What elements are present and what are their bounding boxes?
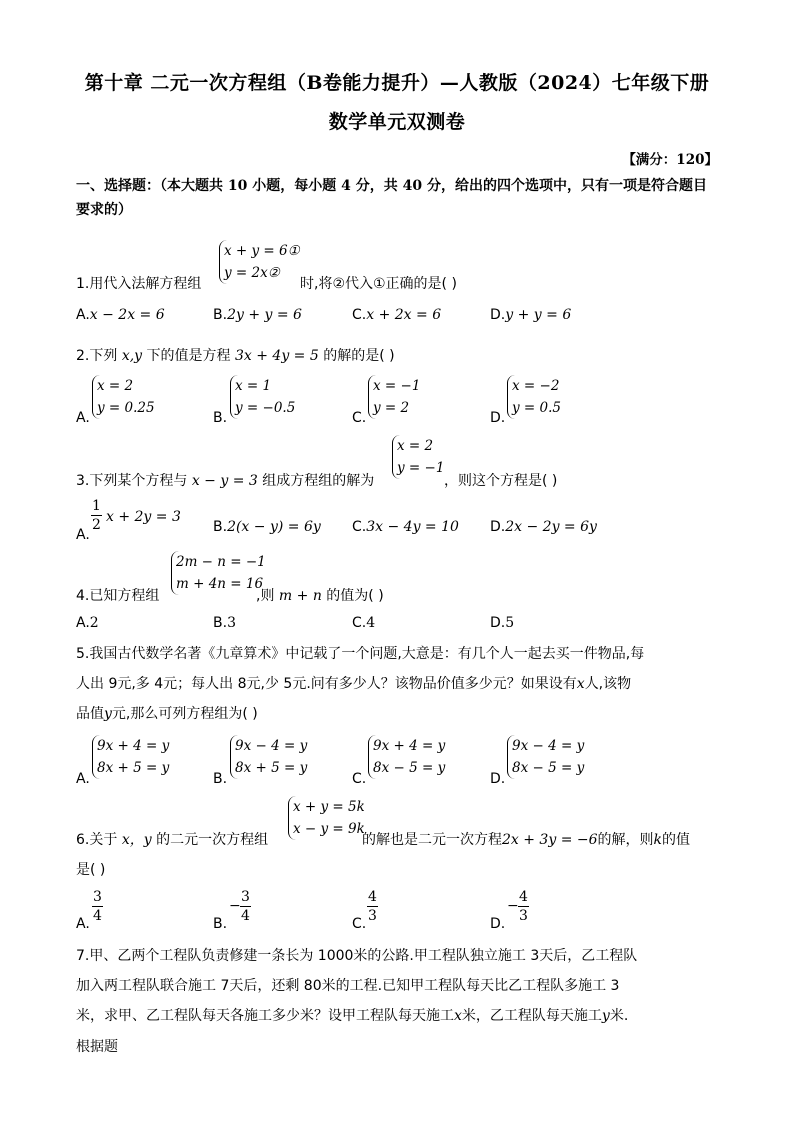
q6-equation-system <box>288 796 365 840</box>
q2-option-c-label: C. <box>352 410 367 426</box>
q3-option-d[interactable] <box>490 519 597 535</box>
q3-stem-a-text: 3.下列某个方程与 <box>76 473 188 489</box>
q5-line3-a: 品值 <box>76 706 104 722</box>
q7-line3 <box>76 1005 628 1025</box>
q4-stem-after: 的值为( ) <box>326 588 384 604</box>
q3-stem-c: ，则这个方程是( ) <box>444 473 558 489</box>
q6-option-b-label: B. <box>213 916 228 932</box>
q1-option-d[interactable] <box>490 307 571 323</box>
q5-option-b-system <box>230 735 307 779</box>
q6-option-d-sign <box>507 898 519 914</box>
q6-option-d[interactable] <box>490 916 505 932</box>
q6-option-c-den: 3 <box>368 908 377 924</box>
q6-option-b-sign <box>229 898 241 914</box>
q2-option-d[interactable] <box>490 410 505 426</box>
q6-var-k: k <box>653 832 663 848</box>
q1-option-c-label: C. <box>352 307 367 323</box>
q2-option-c[interactable] <box>352 410 366 426</box>
section-heading-choice: 一、选择题：（本大题共 10 小题，每小题 4 分，共 40 分，给出的四个选项中，只有一项是符合题目要求的） <box>76 178 707 218</box>
q1-option-b-expr: 2y + y = 6 <box>227 307 302 323</box>
q2-stem-c: 的解的是( ) <box>323 348 395 364</box>
q2-option-b-eq2: y = −0.5 <box>235 400 296 416</box>
q6-equation: 2x + 3y = −6 <box>502 832 598 848</box>
q5-line1: 5.我国古代数学名著《九章算术》中记载了一个问题,大意是：有几个人一起去买一件物品,每 <box>76 646 645 662</box>
q6-option-a[interactable] <box>76 916 90 932</box>
q4-system-eq1: 2m − n = −1 <box>176 554 266 570</box>
q2-option-a-system <box>92 375 155 419</box>
q1-option-c[interactable] <box>352 307 441 323</box>
q5-line2-end: 人,该物 <box>584 676 632 692</box>
q2-option-b[interactable] <box>213 410 227 426</box>
q6-option-a-num: 3 <box>93 889 102 905</box>
q1-stem-start: 1.用代入法解方程组 <box>76 276 202 292</box>
q2-option-d-eq1: x = −2 <box>512 378 560 394</box>
q6-option-b-den: 4 <box>241 908 250 924</box>
q3-option-d-expr: 2x − 2y = 6y <box>505 519 597 535</box>
q3-option-a-rest <box>106 509 181 525</box>
q2-option-a-eq2: y = 0.25 <box>97 400 155 416</box>
q3-option-a-label: A. <box>76 527 90 543</box>
exam-title-line1: 第十章 二元一次方程组（B卷能力提升）—人教版（2024）七年级下册 <box>84 72 710 94</box>
q6-option-d-minus: − <box>507 898 519 914</box>
q7-line1: 7.甲、乙两个工程队负责修建一条长为 1000米的公路.甲工程队独立施工 3天后，乙工程队 <box>76 948 638 964</box>
q3-option-c-expr: 3x − 4y = 10 <box>366 519 459 535</box>
q4-stem-mid: ,则 <box>256 588 275 604</box>
q3-option-c-label: C. <box>352 519 367 535</box>
q5-option-d-eq1: 9x − 4 = y <box>512 738 585 754</box>
q4-option-c-label: C. <box>352 615 367 631</box>
q6-system-eq2: x − y = 9k <box>293 821 365 837</box>
q2-option-d-system <box>507 375 561 419</box>
q4-option-a[interactable] <box>76 615 99 631</box>
q2-equation: 3x + 4y = 5 <box>234 348 319 364</box>
q4-option-b-value: 3 <box>227 615 236 631</box>
q6-stem-end <box>362 829 690 849</box>
q1-option-d-label: D. <box>490 307 506 323</box>
q6-system-eq1: x + y = 5k <box>293 799 365 815</box>
q4-option-c-value: 4 <box>366 615 376 631</box>
q7-line4: 根据题 <box>76 1039 118 1055</box>
q5-option-b-label: B. <box>213 771 228 787</box>
q4-stem-end <box>256 585 384 605</box>
q2-option-b-label: B. <box>213 410 228 426</box>
q1-option-b-label: B. <box>213 307 228 323</box>
q6-option-b-num: 3 <box>241 889 250 905</box>
q3-option-a[interactable] <box>76 527 90 543</box>
q2-option-c-eq1: x = −1 <box>373 378 421 394</box>
q6-stem-c: 的解也是二元一次方程 <box>362 832 502 848</box>
q7-line3-b: 米，乙工程队每天施工 <box>461 1008 602 1024</box>
q6-stem-start <box>76 829 268 849</box>
q4-system-eq2: m + 4n = 16 <box>176 576 264 592</box>
q5-line2 <box>76 673 631 693</box>
q5-option-a-eq1: 9x + 4 = y <box>97 738 170 754</box>
q2-option-c-system <box>368 375 420 419</box>
q5-option-c-eq1: 9x + 4 = y <box>373 738 446 754</box>
q6-option-b-minus: − <box>229 898 241 914</box>
q6-option-c-label: C. <box>352 916 367 932</box>
q2-stem-b: 下的值是方程 <box>146 348 231 364</box>
q5-option-d-system <box>507 735 584 779</box>
q3-option-a-numerator: 1 <box>92 498 101 514</box>
q4-option-c[interactable] <box>352 615 375 631</box>
q1-system-eq2: y = 2x② <box>224 265 280 281</box>
q2-option-a-eq1: x = 2 <box>97 378 134 394</box>
q5-option-c-system <box>368 735 445 779</box>
q5-option-a[interactable] <box>76 771 90 787</box>
q3-solution-x: x = 2 <box>397 438 434 454</box>
q6-stem-b: 的二元一次方程组 <box>156 832 269 848</box>
q6-vars: x，y <box>121 832 152 848</box>
q5-line3-b: 元,那么可列方程组为( ) <box>111 706 258 722</box>
q6-option-d-fraction <box>518 888 529 925</box>
q2-option-d-label: D. <box>490 410 506 426</box>
q1-system-eq1: x + y = 6① <box>224 243 300 259</box>
q5-option-d[interactable] <box>490 771 505 787</box>
q6-stem-d: 的解，则 <box>597 832 654 848</box>
q3-stem-b-text: 组成方程组的解为 <box>262 473 375 489</box>
q5-option-c-eq2: 8x − 5 = y <box>373 760 446 776</box>
q2-option-b-system <box>230 375 295 419</box>
q6-option-b-fraction <box>240 888 251 925</box>
q6-option-d-den: 3 <box>519 908 528 924</box>
q5-option-b-eq1: 9x − 4 = y <box>235 738 308 754</box>
q3-option-a-expr: x + 2y = 3 <box>106 509 181 525</box>
q4-equation-system <box>171 551 266 595</box>
q4-expression: m + n <box>278 588 322 604</box>
q4-option-a-value: 2 <box>89 615 99 631</box>
q6-stem-e: 的值 <box>662 832 691 848</box>
q5-option-b[interactable] <box>213 771 227 787</box>
q5-var-y: y <box>104 706 112 722</box>
q3-solution-system <box>392 435 444 479</box>
q3-option-b[interactable] <box>213 519 321 535</box>
q4-option-b-label: B. <box>213 615 228 631</box>
q5-option-d-eq2: 8x − 5 = y <box>512 760 585 776</box>
q5-option-d-label: D. <box>490 771 506 787</box>
q1-option-a-expr: x − 2x = 6 <box>89 307 165 323</box>
q3-solution-y: y = −1 <box>397 460 445 476</box>
q1-option-a[interactable] <box>76 307 165 323</box>
q3-option-c[interactable] <box>352 519 459 535</box>
q6-option-c-fraction <box>367 888 378 925</box>
exam-title-line2: 数学单元双测卷 <box>328 111 466 133</box>
q4-option-d-value: 5 <box>505 615 515 631</box>
q3-option-b-expr: 2(x − y) = 6y <box>227 519 321 535</box>
q2-option-a[interactable] <box>76 410 90 426</box>
q7-var-x: x <box>454 1008 462 1024</box>
q6-stem-a: 6.关于 <box>76 832 118 848</box>
q2-option-d-eq2: y = 0.5 <box>512 400 561 416</box>
q2-stem-a: 2.下列 <box>76 348 118 364</box>
q2-vars: x,y <box>121 348 143 364</box>
q7-line2: 加入两工程队联合施工 7天后，还剩 80米的工程.已知甲工程队每天比乙工程队多施工 3 <box>76 978 620 994</box>
q4-option-d-label: D. <box>490 615 506 631</box>
q5-option-b-eq2: 8x + 5 = y <box>235 760 308 776</box>
q6-option-a-fraction <box>92 888 103 925</box>
q6-option-c[interactable] <box>352 916 366 932</box>
q7-line3-a: 米，求甲、乙工程队每天各施工多少米？设甲工程队每天施工 <box>76 1008 454 1024</box>
q1-stem-end: 时,将②代入①正确的是( ) <box>300 276 457 292</box>
q6-option-d-label: D. <box>490 916 506 932</box>
q5-option-a-label: A. <box>76 771 90 787</box>
q6-option-a-label: A. <box>76 916 90 932</box>
q5-var-x: x <box>576 676 585 692</box>
q5-option-a-eq2: 8x + 5 = y <box>97 760 170 776</box>
q5-line2-text: 人出 9元,多 4元；每人出 8元,少 5元.问有多少人？该物品价值多少元？如果设有 <box>76 676 577 692</box>
q5-option-a-system <box>92 735 169 779</box>
q7-var-y: y <box>601 1008 610 1024</box>
q1-option-b[interactable] <box>213 307 302 323</box>
q6-option-d-num: 4 <box>519 889 528 905</box>
q3-option-b-label: B. <box>213 519 228 535</box>
q3-option-a-fraction <box>91 497 102 534</box>
q4-stem-start: 4.已知方程组 <box>76 588 160 604</box>
q1-option-a-label: A. <box>76 307 90 323</box>
q4-option-d[interactable] <box>490 615 514 631</box>
q6-option-c-num: 4 <box>368 889 377 905</box>
q2-option-a-label: A. <box>76 410 90 426</box>
q3-stem-a <box>76 470 374 490</box>
full-score-label: 【满分：120】 <box>622 152 718 168</box>
q2-option-b-eq1: x = 1 <box>235 378 272 394</box>
q6-option-b[interactable] <box>213 916 227 932</box>
q5-line3 <box>76 703 258 723</box>
q2-option-c-eq2: y = 2 <box>373 400 410 416</box>
q3-option-a-denominator: 2 <box>92 517 101 533</box>
q4-option-b[interactable] <box>213 615 236 631</box>
q3-equation: x − y = 3 <box>191 473 258 489</box>
q6-option-a-den: 4 <box>93 908 102 924</box>
q5-option-c-label: C. <box>352 771 367 787</box>
q1-equation-system <box>219 240 300 284</box>
q1-option-d-expr: y + y = 6 <box>505 307 572 323</box>
q3-option-d-label: D. <box>490 519 506 535</box>
q4-option-a-label: A. <box>76 615 90 631</box>
q5-option-c[interactable] <box>352 771 366 787</box>
q1-option-c-expr: x + 2x = 6 <box>366 307 442 323</box>
q6-line2: 是( ) <box>76 862 106 878</box>
q2-stem <box>76 345 395 365</box>
q7-line3-c: 米. <box>609 1008 629 1024</box>
